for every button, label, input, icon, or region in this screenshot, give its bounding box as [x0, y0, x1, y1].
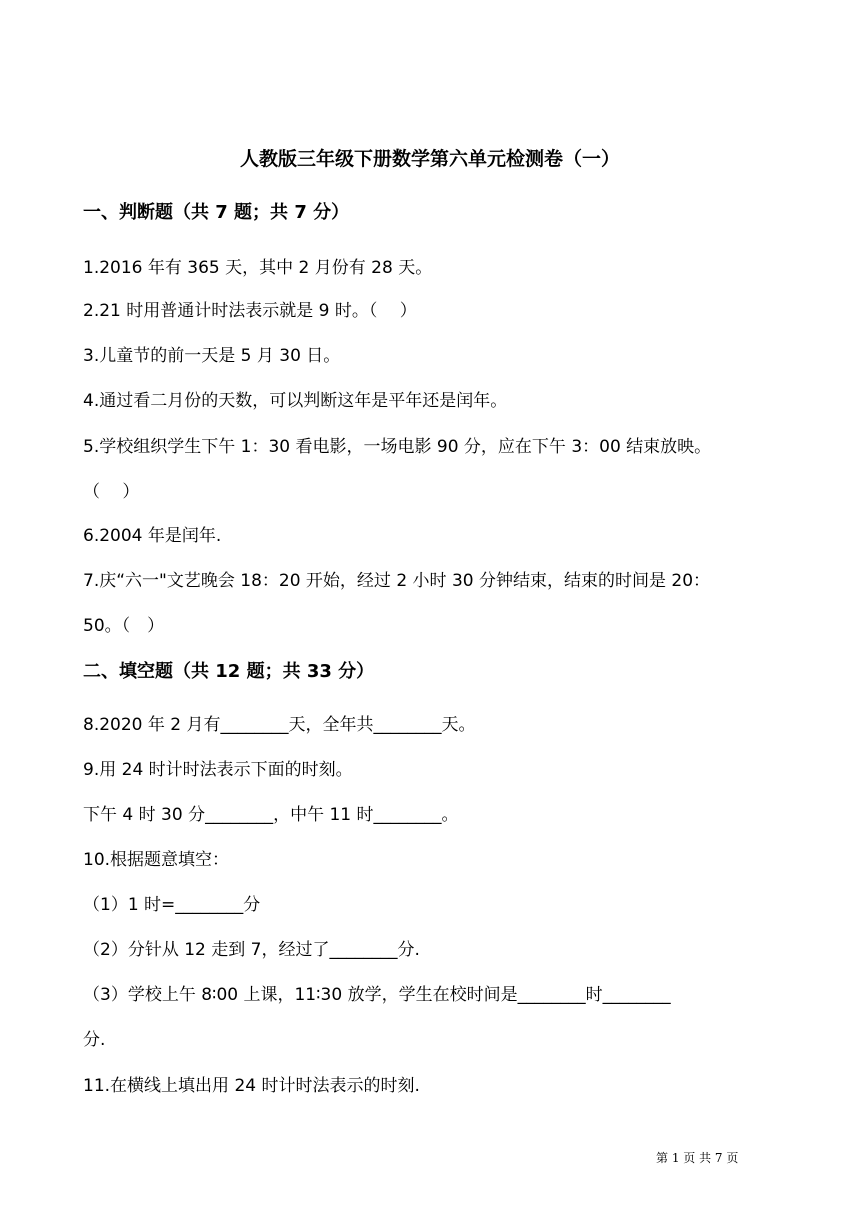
page-footer: 第 1 页 共 7 页 — [656, 1151, 739, 1165]
question-5: 5.学校组织学生下午 1：30 看电影，一场电影 90 分，应在下午 3：00 结束放映。 — [83, 437, 712, 457]
page-title: 人教版三年级下册数学第六单元检测卷（一） — [239, 148, 620, 170]
question-6: 6.2004 年是闰年. — [83, 526, 222, 546]
question-2: 2.21 时用普通计时法表示就是 9 时。（ ） — [83, 301, 417, 321]
section-heading-fill-blank: 二、填空题（共 12 题；共 33 分） — [83, 661, 375, 682]
question-11: 11.在横线上填出用 24 时计时法表示的时刻. — [83, 1076, 420, 1096]
question-10-part-2: （2）分针从 12 走到 7，经过了________分. — [83, 940, 420, 960]
question-10-part-3-cont: 分. — [83, 1030, 106, 1050]
question-7: 7.庆“六一"文艺晚会 18：20 开始，经过 2 小时 30 分钟结束，结束的时间是 20： — [83, 571, 711, 591]
question-7-cont: 50。（ ） — [83, 616, 165, 636]
question-10-part-3: （3）学校上午 8∶00 上课，11∶30 放学，学生在校时间是________时________ — [83, 985, 671, 1005]
question-8: 8.2020 年 2 月有________天，全年共________天。 — [83, 715, 476, 735]
question-9-blanks: 下午 4 时 30 分________，中午 11 时________。 — [83, 805, 459, 825]
section-heading-judgement: 一、判断题（共 7 题；共 7 分） — [83, 202, 350, 223]
question-4: 4.通过看二月份的天数，可以判断这年是平年还是闰年。 — [83, 391, 508, 411]
question-10-part-1: （1）1 时=________分 — [83, 895, 261, 915]
question-9: 9.用 24 时计时法表示下面的时刻。 — [83, 760, 353, 780]
question-1: 1.2016 年有 365 天，其中 2 月份有 28 天。 — [83, 258, 433, 278]
question-5-bracket: （ ） — [83, 482, 140, 502]
question-3: 3.儿童节的前一天是 5 月 30 日。 — [83, 346, 341, 366]
question-10: 10.根据题意填空： — [83, 850, 230, 870]
